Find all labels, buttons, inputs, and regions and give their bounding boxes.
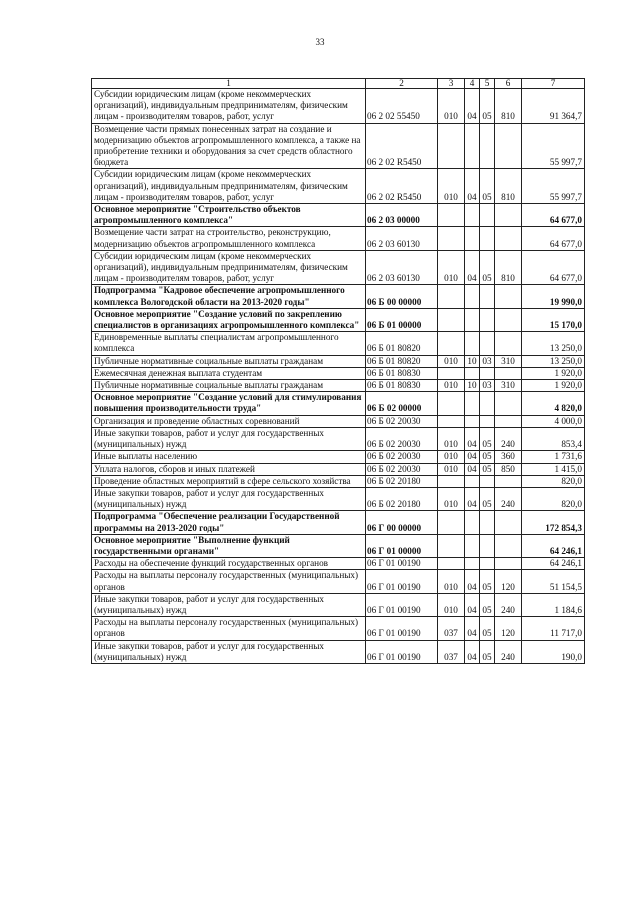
item-name-cell: Основное мероприятие "Создание условий для стимулирования повышения производительности труда" xyxy=(92,392,366,415)
expense-type-code-cell: 240 xyxy=(495,427,522,450)
section-code-cell xyxy=(465,308,480,331)
item-name-cell: Иные выплаты населению xyxy=(92,451,366,463)
subsection-code-cell: 05 xyxy=(480,89,495,124)
target-code-cell: 06 Г 01 00190 xyxy=(366,640,438,663)
expense-type-code-cell: 120 xyxy=(495,570,522,593)
section-code-cell: 04 xyxy=(465,463,480,475)
amount-cell: 1 184,6 xyxy=(522,593,585,616)
table-row xyxy=(92,89,585,124)
item-name-cell: Подпрограмма "Обеспечение реализации Государственной программы на 2013-2020 годы" xyxy=(92,511,366,534)
table-row xyxy=(92,355,585,367)
ministry-code-cell xyxy=(438,308,465,331)
expense-type-code-cell xyxy=(495,204,522,227)
target-code-cell: 06 Г 01 00190 xyxy=(366,558,438,570)
section-code-cell: 04 xyxy=(465,617,480,640)
target-code-cell: 06 Г 01 00190 xyxy=(366,593,438,616)
table-row xyxy=(92,640,585,663)
subsection-code-cell xyxy=(480,308,495,331)
header-cell: 4 xyxy=(465,79,480,89)
section-code-cell: 04 xyxy=(465,250,480,285)
subsection-code-cell: 05 xyxy=(480,487,495,510)
subsection-code-cell: 05 xyxy=(480,570,495,593)
section-code-cell: 04 xyxy=(465,451,480,463)
target-code-cell: 06 Г 00 00000 xyxy=(366,511,438,534)
expense-type-code-cell xyxy=(495,511,522,534)
section-code-cell xyxy=(465,475,480,487)
item-name-cell: Публичные нормативные социальные выплаты гражданам xyxy=(92,355,366,367)
header-cell: 7 xyxy=(522,79,585,89)
item-name-cell: Публичные нормативные социальные выплаты гражданам xyxy=(92,380,366,392)
item-name-cell: Уплата налогов, сборов и иных платежей xyxy=(92,463,366,475)
table-row xyxy=(92,308,585,331)
table-row xyxy=(92,617,585,640)
target-code-cell: 06 Б 02 20030 xyxy=(366,415,438,427)
expense-type-code-cell xyxy=(495,475,522,487)
expense-type-code-cell xyxy=(495,227,522,250)
subsection-code-cell: 03 xyxy=(480,355,495,367)
item-name-cell: Подпрограмма "Кадровое обеспечение агропромышленного комплекса Вологодской области на 2013-2020 годы" xyxy=(92,285,366,308)
item-name-cell: Субсидии юридическим лицам (кроме некоммерческих организаций), индивидуальным предпринимателям, физическим лицам - производителям товаров, работ, услуг xyxy=(92,169,366,204)
page-number: 33 xyxy=(315,37,325,47)
subsection-code-cell: 05 xyxy=(480,451,495,463)
target-code-cell: 06 Б 01 00000 xyxy=(366,308,438,331)
item-name-cell: Основное мероприятие "Выполнение функций государственными органами" xyxy=(92,534,366,557)
ministry-code-cell: 010 xyxy=(438,355,465,367)
table-row xyxy=(92,511,585,534)
item-name-cell: Расходы на выплаты персоналу государственных (муниципальных) органов xyxy=(92,570,366,593)
table-header-row xyxy=(92,79,585,89)
amount-cell: 55 997,7 xyxy=(522,123,585,169)
target-code-cell: 06 Г 01 00000 xyxy=(366,534,438,557)
ministry-code-cell: 010 xyxy=(438,487,465,510)
section-code-cell xyxy=(465,415,480,427)
item-name-cell: Субсидии юридическим лицам (кроме некоммерческих организаций), индивидуальным предпринимателям, физическим лицам - производителям товаров, работ, услуг xyxy=(92,250,366,285)
section-code-cell xyxy=(465,285,480,308)
section-code-cell: 04 xyxy=(465,640,480,663)
section-code-cell xyxy=(465,392,480,415)
target-code-cell: 06 Б 01 80820 xyxy=(366,332,438,355)
subsection-code-cell: 05 xyxy=(480,640,495,663)
header-cell: 2 xyxy=(366,79,438,89)
item-name-cell: Основное мероприятие "Строительство объектов агропромышленного комплекса" xyxy=(92,204,366,227)
target-code-cell: 06 Б 01 80820 xyxy=(366,355,438,367)
table-row xyxy=(92,392,585,415)
ministry-code-cell xyxy=(438,332,465,355)
amount-cell: 15 170,0 xyxy=(522,308,585,331)
ministry-code-cell: 010 xyxy=(438,427,465,450)
table-row xyxy=(92,487,585,510)
subsection-code-cell xyxy=(480,123,495,169)
subsection-code-cell xyxy=(480,511,495,534)
target-code-cell: 06 2 03 00000 xyxy=(366,204,438,227)
amount-cell: 820,0 xyxy=(522,475,585,487)
target-code-cell: 06 2 03 60130 xyxy=(366,227,438,250)
header-cell: 6 xyxy=(495,79,522,89)
table-row xyxy=(92,380,585,392)
amount-cell: 64 677,0 xyxy=(522,250,585,285)
subsection-code-cell xyxy=(480,534,495,557)
target-code-cell: 06 2 02 R5450 xyxy=(366,169,438,204)
expense-type-code-cell: 360 xyxy=(495,451,522,463)
amount-cell: 1 731,6 xyxy=(522,451,585,463)
item-name-cell: Ежемесячная денежная выплата студентам xyxy=(92,367,366,379)
subsection-code-cell xyxy=(480,367,495,379)
table-row xyxy=(92,475,585,487)
target-code-cell: 06 Б 02 20030 xyxy=(366,463,438,475)
table-row xyxy=(92,570,585,593)
section-code-cell xyxy=(465,204,480,227)
ministry-code-cell xyxy=(438,367,465,379)
expense-type-code-cell: 240 xyxy=(495,593,522,616)
target-code-cell: 06 Б 01 80830 xyxy=(366,380,438,392)
item-name-cell: Проведение областных мероприятий в сфере сельского хозяйства xyxy=(92,475,366,487)
ministry-code-cell: 010 xyxy=(438,451,465,463)
ministry-code-cell xyxy=(438,227,465,250)
subsection-code-cell xyxy=(480,392,495,415)
item-name-cell: Организация и проведение областных соревнований xyxy=(92,415,366,427)
item-name-cell: Иные закупки товаров, работ и услуг для государственных (муниципальных) нужд xyxy=(92,640,366,663)
amount-cell: 853,4 xyxy=(522,427,585,450)
expense-type-code-cell xyxy=(495,558,522,570)
item-name-cell: Иные закупки товаров, работ и услуг для государственных (муниципальных) нужд xyxy=(92,427,366,450)
amount-cell: 820,0 xyxy=(522,487,585,510)
expense-type-code-cell xyxy=(495,308,522,331)
table-row xyxy=(92,593,585,616)
amount-cell: 4 820,0 xyxy=(522,392,585,415)
header-cell: 5 xyxy=(480,79,495,89)
target-code-cell: 06 Б 02 20030 xyxy=(366,451,438,463)
section-code-cell xyxy=(465,332,480,355)
table-row xyxy=(92,285,585,308)
target-code-cell: 06 Б 01 80830 xyxy=(366,367,438,379)
table-row xyxy=(92,204,585,227)
item-name-cell: Иные закупки товаров, работ и услуг для государственных (муниципальных) нужд xyxy=(92,487,366,510)
expense-type-code-cell: 810 xyxy=(495,89,522,124)
target-code-cell: 06 2 02 R5450 xyxy=(366,123,438,169)
amount-cell: 64 246,1 xyxy=(522,534,585,557)
section-code-cell xyxy=(465,123,480,169)
section-code-cell xyxy=(465,558,480,570)
section-code-cell: 04 xyxy=(465,487,480,510)
ministry-code-cell xyxy=(438,415,465,427)
header-cell: 1 xyxy=(92,79,366,89)
ministry-code-cell: 010 xyxy=(438,570,465,593)
header-cell: 3 xyxy=(438,79,465,89)
expense-type-code-cell xyxy=(495,332,522,355)
subsection-code-cell: 05 xyxy=(480,169,495,204)
target-code-cell: 06 Б 02 00000 xyxy=(366,392,438,415)
subsection-code-cell: 05 xyxy=(480,250,495,285)
amount-cell: 1 920,0 xyxy=(522,380,585,392)
amount-cell: 64 246,1 xyxy=(522,558,585,570)
table-row xyxy=(92,332,585,355)
expense-type-code-cell xyxy=(495,415,522,427)
section-code-cell: 04 xyxy=(465,427,480,450)
amount-cell: 11 717,0 xyxy=(522,617,585,640)
target-code-cell: 06 Г 01 00190 xyxy=(366,570,438,593)
section-code-cell: 10 xyxy=(465,380,480,392)
section-code-cell: 04 xyxy=(465,570,480,593)
amount-cell: 190,0 xyxy=(522,640,585,663)
subsection-code-cell xyxy=(480,332,495,355)
subsection-code-cell xyxy=(480,558,495,570)
amount-cell: 172 854,3 xyxy=(522,511,585,534)
table-row xyxy=(92,250,585,285)
amount-cell: 51 154,5 xyxy=(522,570,585,593)
target-code-cell: 06 Б 00 00000 xyxy=(366,285,438,308)
item-name-cell: Расходы на выплаты персоналу государственных (муниципальных) органов xyxy=(92,617,366,640)
ministry-code-cell: 037 xyxy=(438,640,465,663)
ministry-code-cell: 037 xyxy=(438,617,465,640)
expense-type-code-cell: 810 xyxy=(495,250,522,285)
ministry-code-cell: 010 xyxy=(438,593,465,616)
section-code-cell xyxy=(465,534,480,557)
amount-cell: 13 250,0 xyxy=(522,355,585,367)
section-code-cell xyxy=(465,367,480,379)
item-name-cell: Возмещение части прямых понесенных затрат на создание и модернизацию объектов агропромышленного комплекса, а также на приобретение техники и оборудования за счет средств областного бюджета xyxy=(92,123,366,169)
ministry-code-cell xyxy=(438,534,465,557)
ministry-code-cell: 010 xyxy=(438,250,465,285)
expense-type-code-cell: 240 xyxy=(495,640,522,663)
target-code-cell: 06 Г 01 00190 xyxy=(366,617,438,640)
ministry-code-cell xyxy=(438,123,465,169)
expense-type-code-cell xyxy=(495,534,522,557)
ministry-code-cell: 010 xyxy=(438,380,465,392)
section-code-cell: 04 xyxy=(465,169,480,204)
amount-cell: 55 997,7 xyxy=(522,169,585,204)
table-row xyxy=(92,367,585,379)
table-row xyxy=(92,415,585,427)
subsection-code-cell: 05 xyxy=(480,427,495,450)
target-code-cell: 06 Б 02 20180 xyxy=(366,475,438,487)
amount-cell: 19 990,0 xyxy=(522,285,585,308)
target-code-cell: 06 Б 02 20180 xyxy=(366,487,438,510)
amount-cell: 91 364,7 xyxy=(522,89,585,124)
expense-type-code-cell: 120 xyxy=(495,617,522,640)
subsection-code-cell: 05 xyxy=(480,463,495,475)
ministry-code-cell: 010 xyxy=(438,89,465,124)
subsection-code-cell: 05 xyxy=(480,617,495,640)
table-row xyxy=(92,169,585,204)
table-row xyxy=(92,558,585,570)
section-code-cell xyxy=(465,511,480,534)
ministry-code-cell xyxy=(438,475,465,487)
ministry-code-cell xyxy=(438,511,465,534)
ministry-code-cell xyxy=(438,392,465,415)
table-row xyxy=(92,427,585,450)
ministry-code-cell xyxy=(438,204,465,227)
budget-table xyxy=(91,78,585,664)
amount-cell: 64 677,0 xyxy=(522,227,585,250)
target-code-cell: 06 2 02 55450 xyxy=(366,89,438,124)
amount-cell: 1 920,0 xyxy=(522,367,585,379)
item-name-cell: Единовременные выплаты специалистам агропромышленного комплекса xyxy=(92,332,366,355)
target-code-cell: 06 Б 02 20030 xyxy=(366,427,438,450)
expense-type-code-cell xyxy=(495,367,522,379)
section-code-cell xyxy=(465,227,480,250)
amount-cell: 1 415,0 xyxy=(522,463,585,475)
subsection-code-cell xyxy=(480,475,495,487)
section-code-cell: 04 xyxy=(465,593,480,616)
section-code-cell: 04 xyxy=(465,89,480,124)
expense-type-code-cell xyxy=(495,285,522,308)
amount-cell: 4 000,0 xyxy=(522,415,585,427)
subsection-code-cell xyxy=(480,415,495,427)
ministry-code-cell: 010 xyxy=(438,169,465,204)
expense-type-code-cell: 310 xyxy=(495,355,522,367)
subsection-code-cell xyxy=(480,204,495,227)
item-name-cell: Расходы на обеспечение функций государственных органов xyxy=(92,558,366,570)
expense-type-code-cell: 240 xyxy=(495,487,522,510)
item-name-cell: Субсидии юридическим лицам (кроме некоммерческих организаций), индивидуальным предпринимателям, физическим лицам - производителям товаров, работ, услуг xyxy=(92,89,366,124)
subsection-code-cell: 05 xyxy=(480,593,495,616)
expense-type-code-cell: 810 xyxy=(495,169,522,204)
ministry-code-cell xyxy=(438,285,465,308)
expense-type-code-cell: 310 xyxy=(495,380,522,392)
item-name-cell: Возмещение части затрат на строительство, реконструкцию, модернизацию объектов агропромышленного комплекса xyxy=(92,227,366,250)
subsection-code-cell: 03 xyxy=(480,380,495,392)
amount-cell: 13 250,0 xyxy=(522,332,585,355)
expense-type-code-cell xyxy=(495,392,522,415)
table-row xyxy=(92,463,585,475)
subsection-code-cell xyxy=(480,227,495,250)
table-row xyxy=(92,123,585,169)
ministry-code-cell xyxy=(438,558,465,570)
expense-type-code-cell: 850 xyxy=(495,463,522,475)
table-row xyxy=(92,534,585,557)
section-code-cell: 10 xyxy=(465,355,480,367)
table-row xyxy=(92,451,585,463)
item-name-cell: Иные закупки товаров, работ и услуг для государственных (муниципальных) нужд xyxy=(92,593,366,616)
amount-cell: 64 677,0 xyxy=(522,204,585,227)
expense-type-code-cell xyxy=(495,123,522,169)
item-name-cell: Основное мероприятие "Создание условий по закреплению специалистов в организациях агропромышленного комплекса" xyxy=(92,308,366,331)
ministry-code-cell: 010 xyxy=(438,463,465,475)
table-row xyxy=(92,227,585,250)
subsection-code-cell xyxy=(480,285,495,308)
target-code-cell: 06 2 03 60130 xyxy=(366,250,438,285)
